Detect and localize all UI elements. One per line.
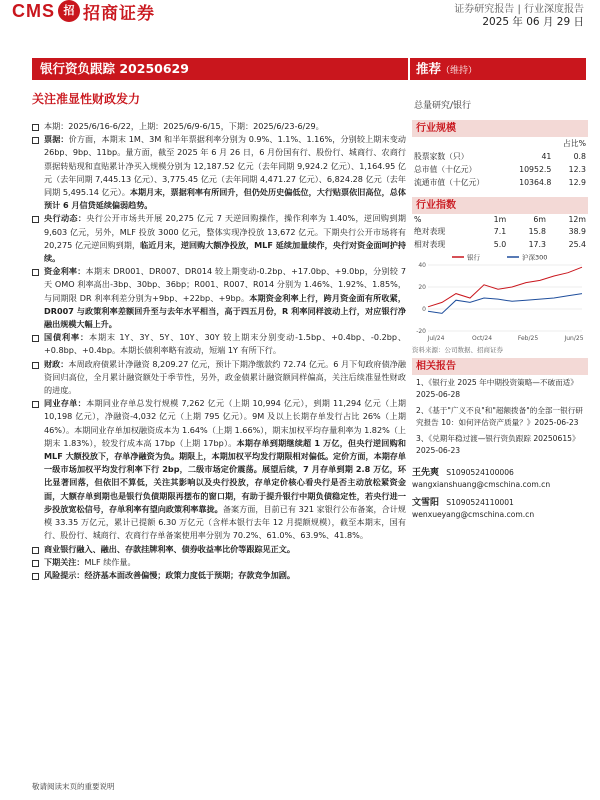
bold-text: 本期月末，票据利率有所回升，但仍处历史偏低位，大行贴票依旧高位，总体预计 6 月信贷延续偏弱趋势。 [44, 187, 406, 211]
y-tick-label: 40 [418, 262, 426, 269]
rating-note: （维持） [441, 66, 478, 76]
related-heading: 相关报告 [412, 358, 588, 375]
body-text: 备案方面，目前已有 321 家银行公布备案，合计规模 33.35 万亿元，累计已提额 6.30 万亿元（含样本银行去年 12 月提额规模），截至本期末，国有行、股份行、城商行、农商行存单备案使用率分别为 70.2%、61.0%、63.9%、41.8%。 [44, 503, 406, 541]
x-tick-label: Jul/24 [427, 335, 445, 342]
report-subtitle: 关注准显性财政发力 [32, 92, 141, 106]
logo-text-cn: 招商证券 [83, 3, 155, 24]
brand-logo [12, 0, 155, 22]
bold-text: 财政： [44, 358, 69, 369]
logo-mark-icon: 招 [58, 0, 80, 22]
y-tick-label: -20 [416, 328, 426, 335]
chart-source: 资料来源：公司数据、招商证券 [412, 346, 503, 354]
summary-paragraph [32, 133, 406, 212]
logo-text-en: CMS [12, 0, 55, 21]
body-text: 本期：2025/6/16-6/22，上期：2025/6/9-6/15，下期：2025/6/23-6/29。 [44, 121, 324, 131]
scale-unit: 占比% [562, 139, 586, 148]
analyst-email[interactable]: wenxueyang@cmschina.com.cn [412, 510, 535, 519]
summary-paragraph [32, 569, 406, 582]
body-text: MLF 续作量。 [84, 556, 136, 567]
summary-body [32, 120, 406, 582]
body-text: 本周政府债累计净融资 8,209.27 亿元，预计下期净缴款约 72.74 亿元。6 月下旬政府债净融资回归高位，全月累计融资额处于季节性，另外，政金债累计融资额同样偏高，关注后续准显性财政的进度。 [44, 358, 406, 396]
footer-note: 敬请阅读末页的重要说明 [32, 782, 115, 791]
bold-text: 本期存单到期继续超 1 万亿，但央行逆回购和 MLF 大额投放下，存单净融资为负。期限上，本期加权平均发行期限相对偏低。定价方面，本期存单一级市场加权平均发行利率下行 2bp，二级市场定价震荡。展望后续，7 月存单到期 2.8 万亿，环比显著回落，但依旧不算低，关注其影响以及央行投放，存单定价核心看央行是否主动放松紧资金面，大额存单到期也是银行负债期限再摆布的窗口期，有助于提升银行中期负债稳定性，若央行进一步投放宽松信号，存单利率有望向政策利率靠拢。 [44, 437, 406, 514]
sidebar [412, 120, 588, 521]
bold-text: 票据： [44, 134, 69, 145]
rating: 推荐 [416, 61, 442, 76]
bold-text: 央行动态： [44, 213, 87, 224]
bold-text: 资金利率： [44, 266, 86, 277]
related-report-link[interactable]: 2、《基于"广义不良"和"超额拨备"的全部一银行研究报告 10：如何评估资产质量？》2025-06-23 [416, 406, 583, 427]
related-report-link[interactable]: 3、《兑期年稳过渡—银行资负跟踪 20250615》2025-06-23 [416, 434, 580, 455]
industry-scale-heading: 行业规模 [412, 120, 588, 137]
summary-paragraph [32, 265, 406, 331]
table-row: 总市值（十亿元） 10952.5 12.3 [414, 165, 586, 174]
bold-text: 下期关注： [44, 556, 85, 567]
table-row: 流通市值（十亿元） 10364.8 12.9 [414, 178, 586, 187]
summary-paragraph [32, 120, 406, 133]
rating-banner [410, 58, 586, 80]
summary-paragraph [32, 212, 406, 265]
bold-text: 风险提示： [44, 569, 85, 580]
related-report-link[interactable]: 1、《银行业 2025 年中期投资策略—不破而适》2025-06-28 [416, 378, 578, 399]
index-chart-svg [412, 251, 588, 343]
summary-paragraph [32, 358, 406, 398]
bold-text: 经济基本面改善偏慢；政策力度低于预期；存款竞争加剧。 [84, 569, 295, 580]
report-title: 银行资负跟踪 20250629 [32, 58, 408, 80]
body-text: 央行公开市场共开展 20,275 亿元 7 天逆回购操作，操作利率为 1.40%，逆回购到期 9,603 亿元，另外，MLF 投放 3000 亿元，整体实现净投放 13,672 亿元。下期央行公开市场将有 20,275 亿元逆回购到期， [44, 213, 406, 250]
bold-text: 国债利率： [44, 332, 89, 343]
body-text: 本期同业存单总发行规模 7,262 亿元（上期 10,994 亿元），到期 11,294 亿元（上期 10,198 亿元），净融资-4,032 亿元（上期 795 亿元）。9M 及以上长期存单发行占比 26%（上期 46%）。本期同业存单加权融资成本为 1.64%（上期 1.66%），期末加权平均存量利率为 1.82%（上期末 1.83%），较发行成本高 17bp（上期 17bp）。 [44, 398, 406, 448]
index-chart [412, 251, 588, 343]
report-date: 2025 年 06 月 29 日 [482, 16, 584, 28]
summary-paragraph [32, 397, 406, 542]
header [0, 0, 600, 48]
body-text: 本期末 DR001、DR007、DR014 较上期变动-0.2bp、+17.0bp、+9.0bp，分别较 7 天 OMO 利率高出-3bp、30bp、36bp；R001、R007、R014 分别为 1.46%、1.92%、1.85%，与同期限 DR 利率利差分别为+9bp、+22bp、+9bp。 [44, 266, 406, 303]
summary-paragraph [32, 556, 406, 569]
legend-label: 沪深300 [522, 253, 548, 262]
industry-index-heading: 行业指数 [412, 197, 588, 214]
sector-label: 总量研究/银行 [414, 101, 472, 111]
analyst-name: 文雪阳 [412, 498, 440, 508]
analyst-cert: S1090524100006 [446, 468, 514, 477]
industry-scale-table [412, 137, 588, 189]
analyst-cert: S1090524110001 [446, 498, 514, 507]
analyst-name: 王先爽 [412, 468, 440, 478]
summary-paragraph [32, 331, 406, 357]
x-tick-label: Oct/24 [471, 335, 493, 342]
analyst-info [412, 467, 588, 521]
bold-text: 临近月末，逆回购大额净投放，MLF 延续加量续作，央行对资金面呵护持续。 [44, 239, 406, 264]
bold-text: 本期资金利率上行，跨月资金面有所收紧，DR007 与政策利率差额回升至与去年水平相当，高于四五月份，R 利率同样波动上行，对应银行净融出规模大幅上升。 [44, 292, 406, 330]
bold-text: 商业银行融入、融出、存款挂牌利率、债券收益率比价等跟踪见正文。 [44, 543, 295, 554]
industry-index-table: % 1m 6m 12m 绝对表现 7.1 15.8 38.9 相对表现 5.0 17.3 25.4 [414, 215, 586, 249]
x-tick-label: Feb/25 [517, 335, 539, 342]
table-row: 绝对表现 7.1 15.8 38.9 [414, 227, 586, 236]
report-type: 证券研究报告 | 行业深度报告 [454, 4, 584, 15]
bold-text: 同业存单： [44, 398, 87, 409]
related-list [412, 375, 588, 463]
summary-paragraph [32, 543, 406, 556]
y-tick-label: 0 [422, 306, 426, 313]
body-text: 价方面，本期末 1M、3M 和半年票据利率分别为 0.9%、1.1%、1.16%，分别较上期末变动 26bp、9bp、11bp。量方面，截至 2025 年 6 月 26 日，6 月份国有行、股份行、城商行、农商行票据转贴现和直贴累计净买入规模分别为 12,187.52 亿元（去年同期 9,924.2 亿元）、1,164.95 亿元（去年同期 7,445.13 亿元）、3,775.45 亿元（去年同期 4,471.27 亿元）、6,824.28 亿元（去年同期 5,495.14 亿元）。 [44, 134, 406, 198]
body-text: 本期末 1Y、3Y、5Y、10Y、30Y 较上期末分别变动-1.5bp、+0.4bp、-0.2bp、+0.8bp、+0.4bp。本期长债利率略有波动，短端 1Y 有所下行。 [44, 332, 406, 356]
table-row: 相对表现 5.0 17.3 25.4 [414, 240, 586, 249]
legend-label: 银行 [467, 253, 480, 262]
analyst-email[interactable]: wangxianshuang@cmschina.com.cn [412, 480, 551, 489]
x-tick-label: Jun/25 [564, 335, 584, 342]
y-tick-label: 20 [418, 284, 426, 291]
table-row: 股票家数（只） 41 0.8 [414, 152, 586, 161]
